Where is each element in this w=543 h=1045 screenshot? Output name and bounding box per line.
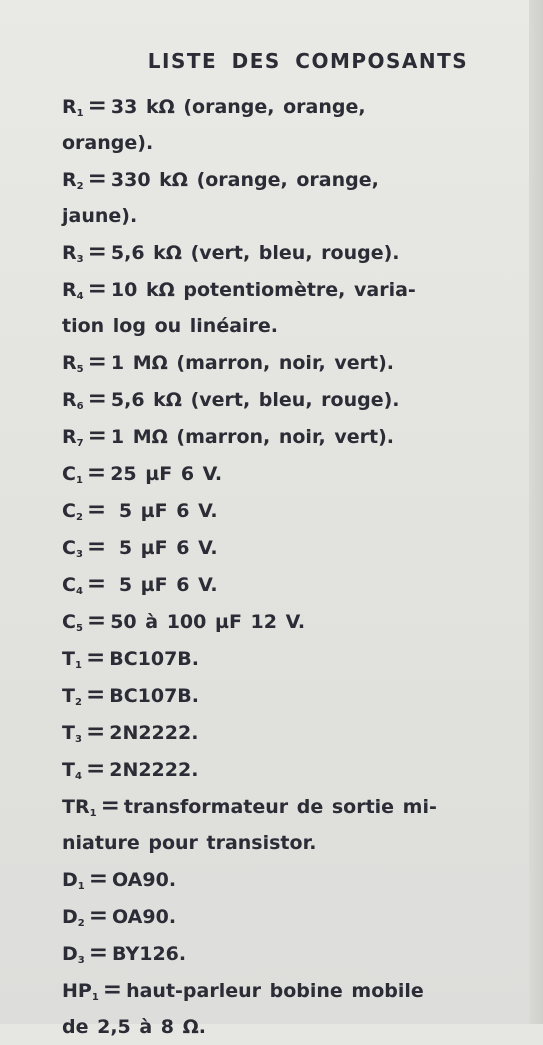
item-subscript: 1 bbox=[76, 108, 84, 119]
list-item bbox=[62, 271, 508, 344]
list-item bbox=[62, 935, 508, 972]
item-text: transformateur de sortie mi- bbox=[123, 796, 437, 818]
item-subscript: 5 bbox=[75, 623, 83, 634]
item-text: 2N2222. bbox=[109, 759, 199, 781]
list-item bbox=[62, 972, 508, 1045]
item-text: haut-parleur bobine mobile bbox=[126, 980, 424, 1002]
list-item bbox=[62, 898, 508, 935]
item-label: D bbox=[62, 943, 78, 965]
list-item bbox=[62, 529, 508, 566]
item-subscript: 6 bbox=[76, 401, 84, 412]
item-label: C bbox=[62, 574, 76, 596]
item-text: BY126. bbox=[112, 943, 187, 965]
item-label: R bbox=[62, 242, 77, 264]
list-item bbox=[62, 161, 508, 234]
equals-sign: = bbox=[88, 866, 109, 892]
item-label: R bbox=[62, 279, 77, 301]
item-subscript: 4 bbox=[75, 586, 83, 597]
equals-sign: = bbox=[86, 460, 107, 486]
item-label: C bbox=[62, 463, 76, 485]
equals-sign: = bbox=[87, 423, 107, 449]
item-text: BC107B. bbox=[109, 685, 200, 707]
item-subscript: 3 bbox=[77, 955, 85, 966]
equals-sign: = bbox=[102, 977, 123, 1003]
item-text-continued: tion log ou linéaire. bbox=[62, 315, 279, 337]
item-label: T bbox=[62, 759, 75, 781]
item-label: R bbox=[62, 426, 77, 448]
equals-sign: = bbox=[86, 571, 107, 597]
list-item bbox=[62, 88, 508, 161]
equals-sign: = bbox=[88, 903, 109, 929]
list-item bbox=[62, 861, 508, 898]
equals-sign: = bbox=[87, 93, 107, 119]
item-text: 5 µF 6 V. bbox=[110, 500, 218, 522]
equals-sign: = bbox=[85, 682, 106, 708]
equals-sign: = bbox=[87, 239, 107, 265]
item-subscript: 5 bbox=[76, 364, 84, 375]
item-subscript: 1 bbox=[91, 992, 99, 1003]
item-text: 5,6 kΩ (vert, bleu, rouge). bbox=[110, 389, 400, 411]
component-list bbox=[62, 44, 508, 1045]
item-label: D bbox=[62, 869, 78, 891]
item-subscript: 2 bbox=[74, 697, 82, 708]
equals-sign: = bbox=[87, 166, 107, 192]
item-text: 2N2222. bbox=[109, 722, 199, 744]
item-text: 5 µF 6 V. bbox=[110, 537, 218, 559]
list-item bbox=[62, 640, 508, 677]
item-label: R bbox=[62, 96, 77, 118]
equals-sign: = bbox=[86, 608, 107, 634]
item-text: 5,6 kΩ (vert, bleu, rouge). bbox=[110, 242, 400, 264]
item-subscript: 7 bbox=[76, 438, 84, 449]
list-item bbox=[62, 455, 508, 492]
equals-sign: = bbox=[87, 276, 107, 302]
item-label: D bbox=[62, 906, 78, 928]
item-text: BC107B. bbox=[109, 648, 200, 670]
item-text: 10 kΩ potentiomètre, varia- bbox=[110, 279, 416, 301]
item-label: T bbox=[62, 722, 75, 744]
list-item bbox=[62, 677, 508, 714]
item-subscript: 1 bbox=[75, 475, 83, 486]
item-label: C bbox=[62, 537, 76, 559]
item-text: 1 MΩ (marron, noir, vert). bbox=[110, 426, 394, 448]
item-subscript: 2 bbox=[75, 512, 83, 523]
item-text-continued: jaune). bbox=[62, 205, 138, 227]
equals-sign: = bbox=[85, 756, 106, 782]
item-label: TR bbox=[62, 796, 90, 818]
equals-sign: = bbox=[88, 940, 109, 966]
equals-sign: = bbox=[86, 497, 107, 523]
list-item bbox=[62, 566, 508, 603]
item-subscript: 3 bbox=[74, 734, 82, 745]
equals-sign: = bbox=[86, 534, 107, 560]
item-subscript: 1 bbox=[74, 660, 82, 671]
page-edge bbox=[529, 0, 543, 1024]
list-item bbox=[62, 381, 508, 418]
item-text: 5 µF 6 V. bbox=[110, 574, 218, 596]
item-text-continued: orange). bbox=[62, 132, 154, 154]
equals-sign: = bbox=[87, 349, 107, 375]
item-subscript: 3 bbox=[75, 549, 83, 560]
list-item bbox=[62, 344, 508, 381]
item-text: OA90. bbox=[112, 906, 177, 928]
item-subscript: 1 bbox=[77, 881, 85, 892]
item-text: 330 kΩ (orange, orange, bbox=[110, 169, 379, 191]
item-label: C bbox=[62, 500, 76, 522]
item-subscript: 4 bbox=[76, 291, 84, 302]
item-label: R bbox=[62, 352, 77, 374]
item-text: 50 à 100 µF 12 V. bbox=[110, 611, 306, 633]
item-text: 1 MΩ (marron, noir, vert). bbox=[110, 352, 394, 374]
item-text: 25 µF 6 V. bbox=[110, 463, 223, 485]
item-text: 33 kΩ (orange, orange, bbox=[110, 96, 366, 118]
list-title: LISTE DES COMPOSANTS bbox=[147, 49, 469, 73]
item-label: R bbox=[62, 169, 77, 191]
list-item bbox=[62, 788, 508, 861]
item-label: T bbox=[62, 648, 75, 670]
item-text: OA90. bbox=[112, 869, 177, 891]
item-subscript: 4 bbox=[74, 771, 82, 782]
equals-sign: = bbox=[85, 719, 106, 745]
list-item bbox=[62, 492, 508, 529]
item-subscript: 2 bbox=[76, 181, 84, 192]
item-label: C bbox=[62, 611, 76, 633]
list-item bbox=[62, 603, 508, 640]
item-subscript: 2 bbox=[77, 918, 85, 929]
item-label: T bbox=[62, 685, 75, 707]
equals-sign: = bbox=[100, 793, 120, 819]
equals-sign: = bbox=[85, 645, 106, 671]
item-subscript: 3 bbox=[76, 254, 84, 265]
list-item bbox=[62, 751, 508, 788]
list-item bbox=[62, 234, 508, 271]
equals-sign: = bbox=[87, 386, 107, 412]
list-item bbox=[62, 714, 508, 751]
item-label: HP bbox=[62, 980, 92, 1002]
item-text-continued: de 2,5 à 8 Ω. bbox=[62, 1016, 207, 1038]
item-subscript: 1 bbox=[89, 808, 97, 819]
list-item bbox=[62, 418, 508, 455]
item-text-continued: niature pour transistor. bbox=[62, 832, 317, 854]
item-label: R bbox=[62, 389, 77, 411]
